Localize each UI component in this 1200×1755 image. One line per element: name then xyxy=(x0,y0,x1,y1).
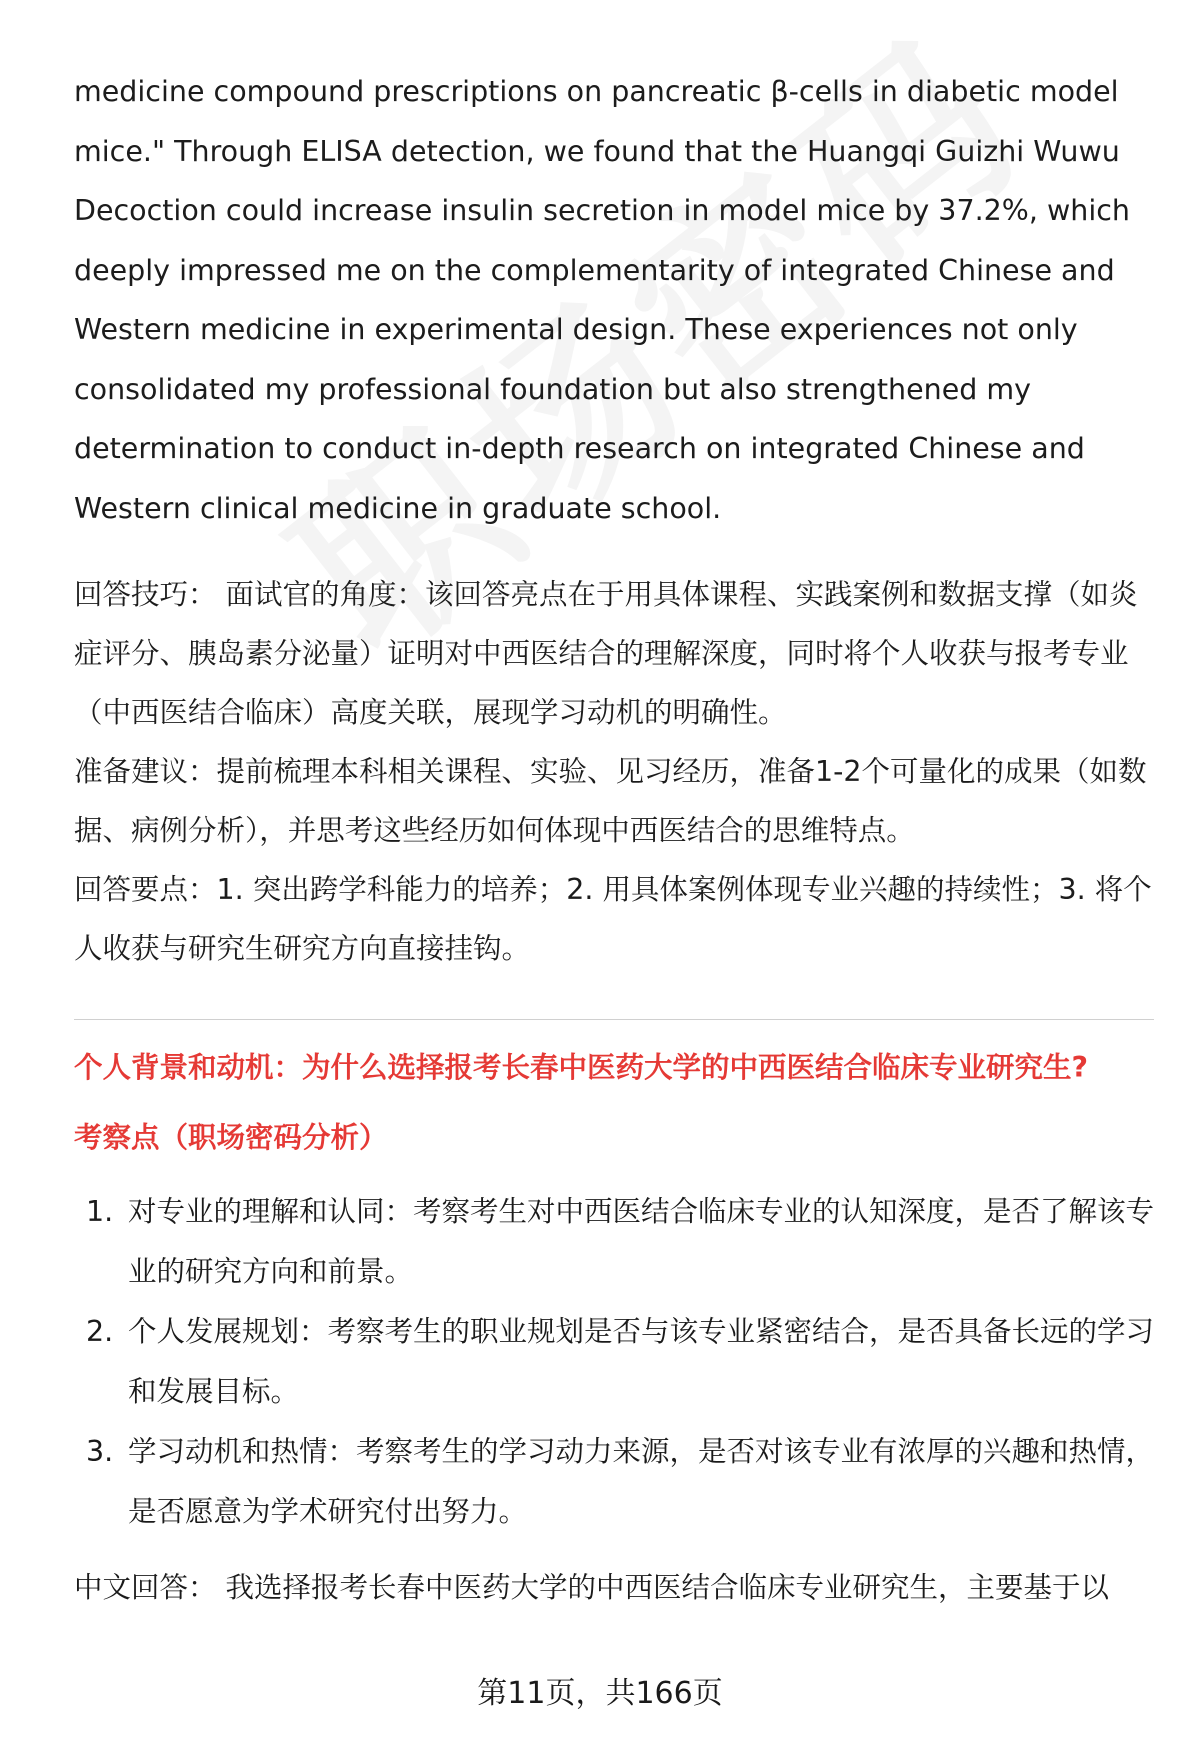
list-number: 3. xyxy=(86,1435,114,1468)
list-text: 学习动机和热情：考察考生的学习动力来源，是否对该专业有浓厚的兴趣和热情，是否愿意为学术研究付出努力。 xyxy=(128,1435,1155,1528)
focus-points-list xyxy=(74,1182,1154,1542)
chinese-answer: 中文回答： 我选择报考长春中医药大学的中西医结合临床专业研究生，主要基于以 xyxy=(74,1571,1110,1604)
list-text: 对专业的理解和认同：考察考生对中西医结合临床专业的认知深度，是否了解该专业的研究方向和前景。 xyxy=(128,1195,1155,1288)
answer-tips-block xyxy=(74,565,1154,978)
list-item xyxy=(74,1182,1154,1302)
section-divider xyxy=(74,1019,1154,1020)
list-item xyxy=(74,1422,1154,1542)
question-title: 个人背景和动机：为什么选择报考长春中医药大学的中西医结合临床专业研究生? xyxy=(74,1051,1089,1084)
list-number: 2. xyxy=(86,1315,114,1348)
key-points: 回答要点：1. 突出跨学科能力的培养；2. 用具体案例体现专业兴趣的持续性；3. 将个人收获与研究生研究方向直接挂钩。 xyxy=(74,873,1152,965)
list-item xyxy=(74,1302,1154,1422)
list-number: 1. xyxy=(86,1195,114,1228)
prep-advice: 准备建议：提前梳理本科相关课程、实验、见习经历，准备1-2个可量化的成果（如数据、病例分析），并思考这些经历如何体现中西医结合的思维特点。 xyxy=(74,755,1147,847)
document-body xyxy=(74,62,1154,1647)
page-footer: 第11页，共166页 xyxy=(477,1676,723,1711)
answer-tips: 回答技巧： 面试官的角度：该回答亮点在于用具体课程、实践案例和数据支撑（如炎症评分、胰岛素分泌量）证明对中西医结合的理解深度，同时将个人收获与报考专业（中西医结合临床）高度关联，展现学习动机的明确性。 xyxy=(74,578,1138,729)
english-paragraph: medicine compound prescriptions on pancreatic β-cells in diabetic model mice." Through ELISA detection, we found that the Huangqi Guizhi Wuwu Decoction could increase insulin secretion in model mice by 37.2%, which deeply impressed me on the complementarity of integrated Chinese and Western medicine in experimental design. These experiences not only consolidated my professional foundation but also strengthened my determination to conduct in-depth research on integrated Chinese and Western clinical medicine in graduate school. xyxy=(74,75,1130,525)
list-text: 个人发展规划：考察考生的职业规划是否与该专业紧密结合，是否具备长远的学习和发展目标。 xyxy=(128,1315,1155,1408)
focus-heading: 考察点（职场密码分析） xyxy=(74,1121,388,1154)
